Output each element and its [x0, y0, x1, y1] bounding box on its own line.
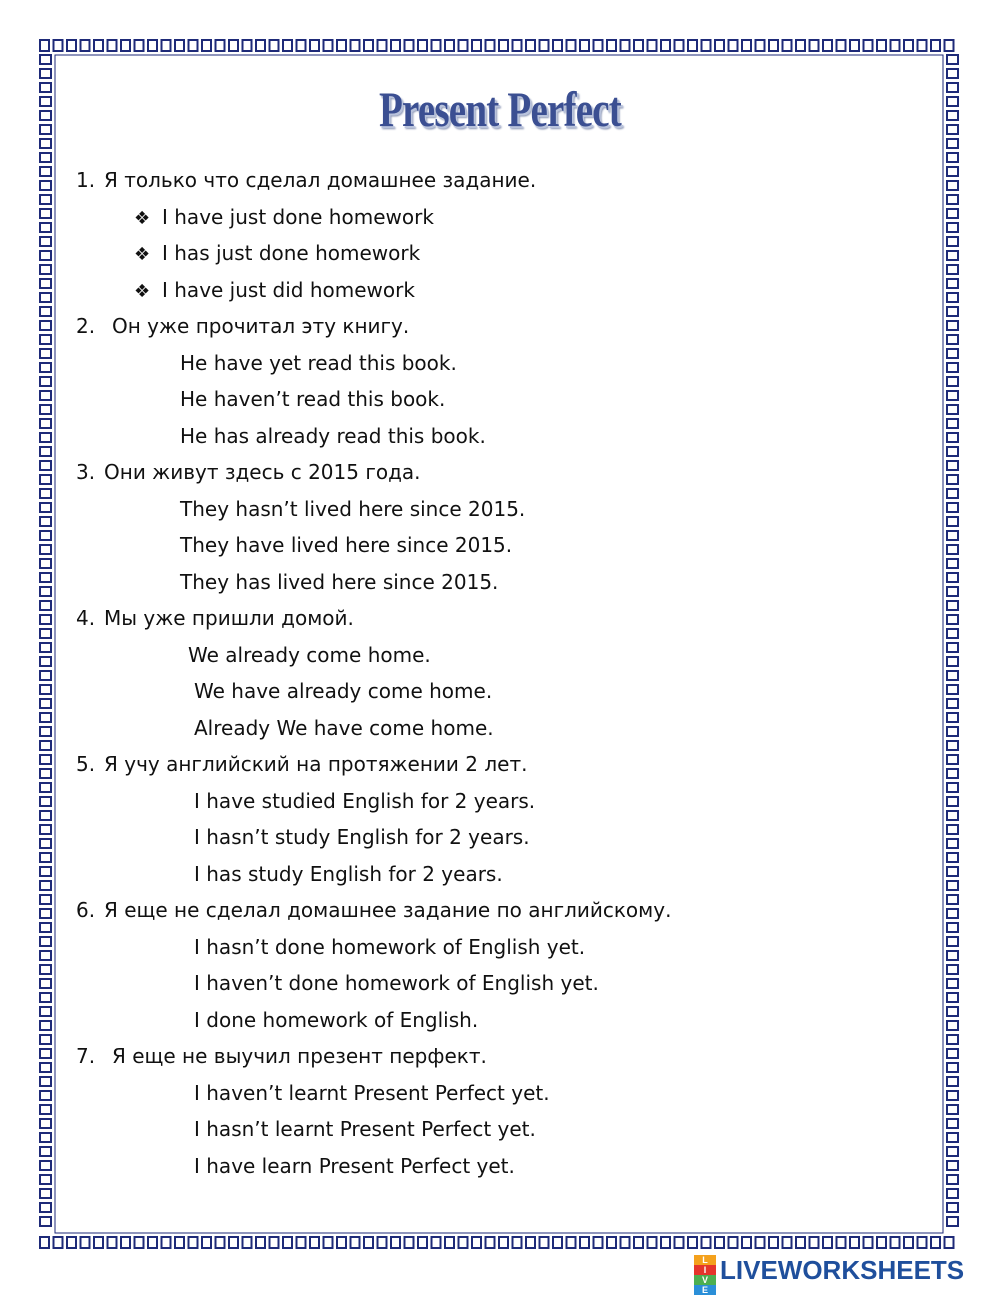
question-1-prompt: [76, 162, 936, 199]
logo-mark-letter: E: [694, 1285, 716, 1295]
answer-option[interactable]: We already come home.: [188, 642, 431, 667]
answer-option[interactable]: [76, 235, 936, 272]
question-number: 5.: [76, 752, 96, 776]
question-text: Он уже прочитал эту книгу.: [112, 314, 410, 338]
answer-option[interactable]: I hasn’t study English for 2 years.: [194, 825, 530, 849]
answer-option[interactable]: They have lived here since 2015.: [180, 533, 513, 557]
logo-text: LIVEWORKSHEETS: [720, 1254, 965, 1285]
answer-option-text: I have just done homework: [162, 204, 434, 229]
answer-option[interactable]: We have already come home.: [194, 679, 493, 703]
answer-option[interactable]: I have learn Present Perfect yet.: [194, 1153, 515, 1178]
question-text: Они живут здесь с 2015 года.: [104, 460, 421, 484]
answer-option[interactable]: They hasn’t lived here since 2015.: [180, 496, 526, 521]
question-text: Я еще не выучил презент перфект.: [112, 1044, 487, 1068]
answer-option[interactable]: I hasn’t done homework of English yet.: [194, 934, 586, 959]
question-7-prompt: [76, 1038, 936, 1075]
question-6-prompt: [76, 892, 936, 929]
answer-option[interactable]: [76, 272, 936, 309]
question-2-prompt: [76, 308, 936, 345]
question-number: 3.: [76, 460, 96, 484]
answer-option[interactable]: [76, 199, 936, 236]
answer-option[interactable]: He have yet read this book.: [180, 350, 457, 375]
diamond-bullet-icon: ❖: [134, 280, 151, 302]
question-3-prompt: [76, 454, 936, 491]
answer-option-text: I has just done homework: [162, 241, 421, 265]
question-text: Я только что сделал домашнее задание.: [104, 168, 537, 192]
answer-option[interactable]: I hasn’t learnt Present Perfect yet.: [194, 1117, 536, 1141]
answer-option[interactable]: Already We have come home.: [194, 715, 494, 740]
question-5-prompt: [76, 746, 936, 783]
answer-option[interactable]: I has study English for 2 years.: [194, 861, 503, 886]
page-title: Present Perfect: [379, 81, 621, 137]
diamond-bullet-icon: ❖: [134, 244, 151, 265]
answer-option[interactable]: I have studied English for 2 years.: [194, 788, 536, 813]
logo-mark-letter: L: [694, 1255, 716, 1265]
worksheet-questions: [76, 162, 936, 1184]
question-number: 6.: [76, 898, 96, 922]
answer-option-text: I have just did homework: [162, 277, 415, 302]
answer-option[interactable]: He haven’t read this book.: [180, 387, 446, 411]
answer-option[interactable]: I done homework of English.: [194, 1007, 479, 1032]
logo-mark-letter: I: [694, 1265, 716, 1275]
logo-mark-letter: V: [694, 1275, 716, 1285]
answer-option[interactable]: They has lived here since 2015.: [180, 569, 499, 594]
answer-option[interactable]: I haven’t learnt Present Perfect yet.: [194, 1080, 550, 1105]
liveworksheets-logo-icon: [694, 1255, 716, 1295]
diamond-bullet-icon: ❖: [134, 207, 151, 229]
question-text: Я еще не сделал домашнее задание по английскому.: [104, 898, 672, 922]
answer-option[interactable]: I haven’t done homework of English yet.: [194, 971, 599, 995]
question-number: 7.: [76, 1044, 96, 1068]
question-text: Мы уже пришли домой.: [104, 606, 354, 630]
question-number: 1.: [76, 168, 96, 192]
question-number: 2.: [76, 314, 96, 338]
question-text: Я учу английский на протяжении 2 лет.: [104, 752, 528, 776]
question-4-prompt: [76, 600, 936, 637]
answer-option[interactable]: He has already read this book.: [180, 423, 486, 448]
question-number: 4.: [76, 606, 96, 630]
liveworksheets-logo: [694, 1254, 965, 1295]
